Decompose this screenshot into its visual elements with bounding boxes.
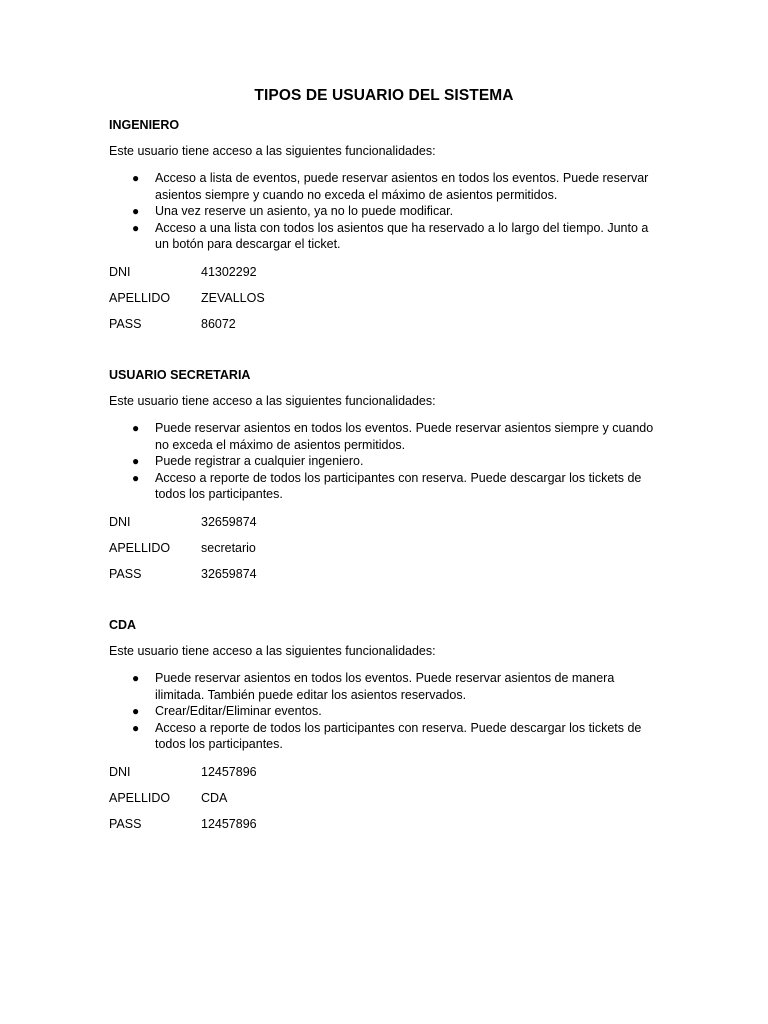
section-intro: Este usuario tiene acceso a las siguientes funcionalidades: — [109, 144, 436, 158]
credential-value: 12457896 — [201, 816, 257, 831]
feature-list — [109, 170, 669, 253]
credential-row-dni — [109, 514, 669, 540]
feature-text: Acceso a una lista con todos los asientos que ha reservado a lo largo del tiempo. Junto a un botón para descargar el ticket. — [155, 220, 649, 251]
credential-value: secretario — [201, 540, 256, 555]
credential-row-apellido — [109, 290, 669, 316]
credential-value: 32659874 — [201, 514, 257, 529]
bullet-icon: ● — [132, 454, 140, 468]
bullet-icon: ● — [132, 704, 140, 718]
feature-text: Acceso a reporte de todos los participantes con reserva. Puede descargar los tickets de todos los participantes. — [155, 470, 642, 501]
credential-value: 86072 — [201, 316, 236, 331]
credential-label: APELLIDO — [109, 790, 171, 805]
feature-text: Acceso a reporte de todos los participantes con reserva. Puede descargar los tickets de todos los participantes. — [155, 720, 642, 751]
list-item — [109, 203, 660, 220]
credential-value: 12457896 — [201, 764, 257, 779]
feature-text: Crear/Editar/Eliminar eventos. — [155, 704, 322, 718]
bullet-icon: ● — [132, 421, 140, 435]
list-item — [109, 470, 660, 503]
feature-list — [109, 670, 669, 753]
section-intro: Este usuario tiene acceso a las siguientes funcionalidades: — [109, 394, 436, 408]
credential-row-pass — [109, 566, 669, 592]
credential-row-pass — [109, 316, 669, 342]
credentials-block — [109, 764, 669, 842]
credential-label: PASS — [109, 566, 142, 581]
credential-row-apellido — [109, 790, 669, 816]
credential-label: APELLIDO — [109, 290, 171, 305]
list-item — [109, 453, 660, 470]
list-item — [109, 720, 660, 753]
credential-value: 32659874 — [201, 566, 257, 581]
list-item — [109, 220, 660, 253]
credentials-block — [109, 264, 669, 342]
section-heading: INGENIERO — [109, 118, 180, 132]
credentials-block — [109, 514, 669, 592]
feature-text: Una vez reserve un asiento, ya no lo puede modificar. — [155, 204, 454, 218]
credential-value: 41302292 — [201, 264, 257, 279]
feature-text: Puede reservar asientos en todos los eventos. Puede reservar asientos de manera ilimitada. También puede editar los asientos reservados. — [155, 671, 615, 702]
section-cda — [109, 617, 669, 842]
section-intro: Este usuario tiene acceso a las siguientes funcionalidades: — [109, 644, 436, 658]
feature-list — [109, 420, 669, 503]
credential-label: APELLIDO — [109, 540, 171, 555]
credential-value: CDA — [201, 790, 228, 805]
credential-row-dni — [109, 764, 669, 790]
list-item — [109, 170, 660, 203]
section-usuario-secretaria — [109, 367, 669, 592]
credential-row-dni — [109, 264, 669, 290]
bullet-icon: ● — [132, 720, 140, 735]
bullet-icon: ● — [132, 220, 140, 235]
feature-text: Acceso a lista de eventos, puede reservar asientos en todos los eventos. Puede reservar asientos siempre y cuando no exceda el máximo de asientos permitidos. — [155, 171, 649, 202]
credential-row-apellido — [109, 540, 669, 566]
bullet-icon: ● — [132, 671, 140, 685]
list-item — [109, 703, 660, 720]
credential-row-pass — [109, 816, 669, 842]
list-item — [109, 420, 660, 453]
bullet-icon: ● — [132, 171, 140, 185]
credential-label: DNI — [109, 514, 131, 529]
bullet-icon: ● — [132, 470, 140, 485]
credential-value: ZEVALLOS — [201, 290, 265, 305]
section-ingeniero — [109, 117, 669, 342]
document-title: TIPOS DE USUARIO DEL SISTEMA — [254, 87, 514, 104]
feature-text: Puede registrar a cualquier ingeniero. — [155, 454, 364, 468]
credential-label: DNI — [109, 264, 131, 279]
section-heading: CDA — [109, 618, 137, 632]
section-heading: USUARIO SECRETARIA — [109, 368, 251, 382]
list-item — [109, 670, 660, 703]
credential-label: DNI — [109, 764, 131, 779]
bullet-icon: ● — [132, 204, 140, 218]
credential-label: PASS — [109, 816, 142, 831]
credential-label: PASS — [109, 316, 142, 331]
feature-text: Puede reservar asientos en todos los eventos. Puede reservar asientos siempre y cuando no exceda el máximo de asientos permitidos. — [155, 421, 654, 452]
